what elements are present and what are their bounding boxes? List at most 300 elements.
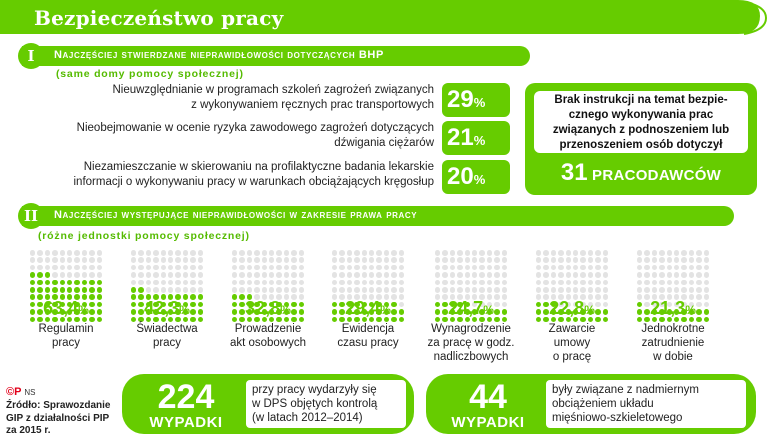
chart-dot <box>354 257 360 263</box>
chart-dot <box>175 272 181 278</box>
chart-dot <box>30 272 36 278</box>
chart-dot <box>299 265 305 271</box>
chart-dot <box>67 280 73 286</box>
chart-dot <box>269 257 275 263</box>
chart-dot <box>74 272 80 278</box>
chart-dot <box>168 287 174 293</box>
chart-dot <box>573 265 579 271</box>
chart-dot <box>175 265 181 271</box>
chart-dot <box>37 250 43 256</box>
chart-dot <box>659 287 665 293</box>
chart-dot <box>659 250 665 256</box>
accidents-number: 224 <box>157 378 215 416</box>
chart-dot <box>704 257 710 263</box>
category-label-line: Regulamin <box>38 323 94 335</box>
chart-dot <box>637 265 643 271</box>
chart-dot <box>652 287 658 293</box>
chart-dot <box>681 265 687 271</box>
chart-dot <box>536 280 542 286</box>
chart-dot <box>543 257 549 263</box>
category-label-line: akt osobowych <box>229 337 307 349</box>
chart-dot <box>588 250 594 256</box>
chart-dot <box>232 287 238 293</box>
chart-dot <box>472 265 478 271</box>
chart-dot <box>659 257 665 263</box>
chart-dot <box>479 257 485 263</box>
chart-dot <box>543 280 549 286</box>
chart-dot <box>457 257 463 263</box>
chart-dot <box>138 287 144 293</box>
chart-dot <box>551 257 557 263</box>
chart-dot <box>652 257 658 263</box>
chart-dot <box>247 272 253 278</box>
chart-dot <box>183 287 189 293</box>
chart-dot <box>138 257 144 263</box>
chart-dot <box>573 272 579 278</box>
category-label-line: umowy <box>553 337 591 349</box>
section-2-badge: II <box>18 203 44 229</box>
chart-dot <box>247 280 253 286</box>
chart-dot <box>354 280 360 286</box>
chart-dot <box>146 272 152 278</box>
chart-dot <box>603 250 609 256</box>
percent-sign: % <box>473 172 486 187</box>
chart-dot <box>146 257 152 263</box>
chart-dot <box>704 265 710 271</box>
chart-dot <box>652 272 658 278</box>
chart-dot <box>52 250 58 256</box>
chart-dot <box>369 287 375 293</box>
chart-dot <box>332 287 338 293</box>
category-label <box>421 322 521 364</box>
chart-dot <box>153 287 159 293</box>
chart-dot <box>198 272 204 278</box>
chart-dot <box>376 280 382 286</box>
chart-dot <box>232 280 238 286</box>
chart-dot <box>603 272 609 278</box>
chart-dot <box>97 287 103 293</box>
source-line: za 2015 r. <box>6 425 51 436</box>
chart-dot <box>502 250 508 256</box>
chart-dot <box>269 272 275 278</box>
chart-dot <box>190 287 196 293</box>
accidents-line: mięśniowo-szkieletowego <box>552 412 683 424</box>
chart-dot <box>652 250 658 256</box>
category-label-line: Wynagrodzenie <box>431 323 511 335</box>
bhp-row-value-number: 29 <box>447 86 474 113</box>
chart-dot <box>52 257 58 263</box>
percent-sign: % <box>685 303 696 317</box>
chart-dot <box>479 272 485 278</box>
chart-dot <box>457 280 463 286</box>
chart-dot <box>580 257 586 263</box>
chart-dot <box>442 287 448 293</box>
chart-dot <box>339 257 345 263</box>
chart-dot <box>573 257 579 263</box>
chart-dot <box>347 257 353 263</box>
data-label-number: 63,4 <box>43 298 79 318</box>
chart-dot <box>30 280 36 286</box>
chart-dot <box>435 287 441 293</box>
chart-dot <box>704 280 710 286</box>
accidents-224-pill <box>122 374 414 434</box>
callout-line: związanych z podnoszeniem lub <box>552 124 730 136</box>
data-label <box>220 298 316 319</box>
chart-dot <box>652 265 658 271</box>
chart-dot <box>30 287 36 293</box>
data-label-number: 21,3 <box>650 298 686 318</box>
chart-dot <box>704 272 710 278</box>
chart-dot <box>82 280 88 286</box>
chart-dot <box>644 257 650 263</box>
chart-dot <box>573 250 579 256</box>
chart-dot <box>161 257 167 263</box>
chart-dot <box>254 272 260 278</box>
chart-dot <box>52 287 58 293</box>
chart-dot <box>239 272 245 278</box>
chart-dot <box>82 272 88 278</box>
chart-dot <box>276 280 282 286</box>
chart-dot <box>190 272 196 278</box>
chart-dot <box>704 287 710 293</box>
bhp-row-label <box>4 160 434 190</box>
chart-dot <box>580 265 586 271</box>
chart-dot <box>644 280 650 286</box>
chart-dot <box>232 257 238 263</box>
chart-dot <box>52 272 58 278</box>
chart-dot <box>536 257 542 263</box>
chart-dot <box>362 280 368 286</box>
chart-dot <box>291 287 297 293</box>
chart-dot <box>667 250 673 256</box>
chart-dot <box>153 250 159 256</box>
chart-dot <box>369 250 375 256</box>
chart-dot <box>674 265 680 271</box>
chart-dot <box>332 250 338 256</box>
chart-dot <box>637 287 643 293</box>
chart-dot <box>332 265 338 271</box>
chart-dot <box>399 257 405 263</box>
bhp-row <box>20 83 510 117</box>
chart-dot <box>37 272 43 278</box>
chart-dot <box>198 287 204 293</box>
category-label-line: o pracę <box>552 351 592 363</box>
data-label-number: 42,3 <box>144 298 180 318</box>
percent-sign: % <box>584 303 595 317</box>
chart-dot <box>681 287 687 293</box>
chart-dot <box>689 280 695 286</box>
chart-dot <box>674 287 680 293</box>
chart-dot <box>183 250 189 256</box>
accidents-line: (w latach 2012–2014) <box>252 412 363 424</box>
chart-dot <box>30 265 36 271</box>
chart-dot <box>247 257 253 263</box>
chart-dot <box>89 265 95 271</box>
chart-dot <box>369 272 375 278</box>
category-label-line: pracy <box>152 337 182 349</box>
chart-dot <box>442 250 448 256</box>
chart-dot <box>276 265 282 271</box>
chart-dot <box>138 280 144 286</box>
chart-dot <box>138 250 144 256</box>
chart-dot <box>269 265 275 271</box>
chart-dot <box>175 287 181 293</box>
bhp-row-label-line1: Niezamieszczanie w skierowaniu na profilaktyczne badania lekarskie <box>83 161 434 173</box>
chart-dot <box>37 265 43 271</box>
chart-dot <box>479 265 485 271</box>
chart-dot <box>637 257 643 263</box>
chart-dot <box>442 272 448 278</box>
chart-dot <box>696 265 702 271</box>
chart-dot <box>232 265 238 271</box>
chart-dot <box>644 265 650 271</box>
chart-dot <box>450 287 456 293</box>
chart-dot <box>82 257 88 263</box>
chart-dot <box>60 265 66 271</box>
chart-dot <box>696 287 702 293</box>
chart-dot <box>74 257 80 263</box>
chart-dot <box>67 287 73 293</box>
chart-dot <box>262 265 268 271</box>
accidents-44-pill <box>426 374 756 434</box>
header-bar <box>0 0 768 36</box>
chart-dot <box>588 257 594 263</box>
accidents-description <box>546 380 746 428</box>
chart-dot <box>595 257 601 263</box>
chart-dot <box>391 287 397 293</box>
chart-dot <box>502 287 508 293</box>
category-label <box>623 322 723 364</box>
chart-dot <box>354 287 360 293</box>
chart-dot <box>450 280 456 286</box>
chart-dot <box>97 250 103 256</box>
chart-dot <box>543 265 549 271</box>
chart-dot <box>60 250 66 256</box>
chart-dot <box>339 272 345 278</box>
chart-dot <box>284 280 290 286</box>
data-label-number: 29,4 <box>345 298 381 318</box>
chart-dot <box>399 280 405 286</box>
chart-dot <box>566 280 572 286</box>
chart-dot <box>457 250 463 256</box>
page-title: Bezpieczeństwo pracy <box>34 6 284 30</box>
chart-dot <box>465 250 471 256</box>
chart-dot <box>183 272 189 278</box>
chart-dot <box>183 257 189 263</box>
chart-dot <box>74 250 80 256</box>
chart-dot <box>299 280 305 286</box>
chart-dot <box>543 250 549 256</box>
chart-dot <box>354 265 360 271</box>
chart-dot <box>190 280 196 286</box>
chart-dot <box>580 287 586 293</box>
chart-dot <box>450 250 456 256</box>
callout-line: Brak instrukcji na temat bezpie- <box>554 94 728 106</box>
chart-dot <box>674 257 680 263</box>
chart-dot <box>97 280 103 286</box>
accidents-line: przy pracy wydarzyły się <box>252 384 377 396</box>
chart-dot <box>82 250 88 256</box>
data-label-number: 32,8 <box>245 298 281 318</box>
chart-dot <box>52 265 58 271</box>
chart-dot <box>603 280 609 286</box>
chart-dot <box>487 257 493 263</box>
chart-dot <box>644 250 650 256</box>
category-label-line: nadliczbowych <box>433 351 509 363</box>
accidents-unit: WYPADKI <box>149 414 223 431</box>
chart-dot <box>45 287 51 293</box>
chart-dot <box>652 280 658 286</box>
chart-dot <box>332 257 338 263</box>
chart-dot <box>131 272 137 278</box>
chart-dot <box>465 287 471 293</box>
data-label <box>524 298 620 319</box>
category-label <box>16 322 116 350</box>
chart-dot <box>354 272 360 278</box>
bhp-row-value-number: 20 <box>447 163 474 190</box>
chart-dot <box>262 250 268 256</box>
category-label-line: pracy <box>51 337 81 349</box>
callout-text <box>534 91 748 153</box>
chart-dot <box>299 272 305 278</box>
chart-dot <box>82 287 88 293</box>
chart-dot <box>450 272 456 278</box>
bhp-row-label-line2: dźwigania ciężarów <box>334 137 434 149</box>
chart-dot <box>502 280 508 286</box>
chart-dot <box>284 250 290 256</box>
chart-dot <box>566 250 572 256</box>
chart-dot <box>558 287 564 293</box>
chart-dot <box>45 257 51 263</box>
chart-dot <box>580 280 586 286</box>
chart-dot <box>153 257 159 263</box>
bhp-row <box>20 160 510 194</box>
chart-dot <box>254 280 260 286</box>
chart-dot <box>239 280 245 286</box>
section-2-title: Najczęściej występujące nieprawidłowości w zakresie prawa pracy <box>54 209 418 221</box>
chart-dot <box>659 280 665 286</box>
chart-dot <box>146 287 152 293</box>
chart-dot <box>37 280 43 286</box>
chart-dot <box>339 265 345 271</box>
chart-dot <box>603 265 609 271</box>
bhp-row-label-line2: z wykonywaniem ręcznych prac transportowych <box>191 99 434 111</box>
chart-dot <box>299 287 305 293</box>
chart-dot <box>644 272 650 278</box>
chart-dot <box>291 265 297 271</box>
chart-dot <box>347 265 353 271</box>
chart-dot <box>479 287 485 293</box>
chart-dot <box>551 287 557 293</box>
chart-dot <box>399 272 405 278</box>
chart-dot <box>247 265 253 271</box>
chart-dot <box>435 272 441 278</box>
chart-dot <box>168 272 174 278</box>
chart-dot <box>689 272 695 278</box>
chart-dot <box>138 265 144 271</box>
chart-dot <box>637 280 643 286</box>
category-label-line: Jednokrotne <box>641 323 705 335</box>
chart-dot <box>659 272 665 278</box>
bhp-row-label-line1: Nieobejmowanie w ocenie ryzyka zawodowego zagrożeń dotyczących <box>76 122 434 134</box>
chart-dot <box>376 272 382 278</box>
chart-dot <box>667 272 673 278</box>
chart-dot <box>391 280 397 286</box>
chart-dot <box>332 280 338 286</box>
bhp-row-label <box>4 121 434 151</box>
chart-dot <box>502 265 508 271</box>
chart-dot <box>487 265 493 271</box>
chart-dot <box>588 265 594 271</box>
chart-dot <box>551 280 557 286</box>
accidents-line: obciążeniem układu <box>552 398 654 410</box>
chart-dot <box>637 250 643 256</box>
chart-dot <box>435 250 441 256</box>
callout-unit: PRACODAWCÓW <box>592 167 722 184</box>
chart-dot <box>487 287 493 293</box>
chart-dot <box>161 265 167 271</box>
chart-dot <box>450 265 456 271</box>
chart-dot <box>232 250 238 256</box>
chart-dot <box>60 272 66 278</box>
chart-dot <box>339 287 345 293</box>
chart-dot <box>269 280 275 286</box>
chart-dot <box>339 280 345 286</box>
chart-dot <box>472 287 478 293</box>
chart-dot <box>254 250 260 256</box>
chart-dot <box>347 250 353 256</box>
chart-dot <box>384 280 390 286</box>
chart-dot <box>487 272 493 278</box>
chart-dot <box>276 250 282 256</box>
chart-dot <box>536 250 542 256</box>
chart-dot <box>644 287 650 293</box>
chart-dot <box>347 272 353 278</box>
chart-dot <box>168 265 174 271</box>
chart-dot <box>551 272 557 278</box>
chart-dot <box>681 272 687 278</box>
data-label <box>320 298 416 319</box>
chart-dot <box>291 257 297 263</box>
chart-dot <box>566 265 572 271</box>
chart-dot <box>175 257 181 263</box>
chart-dot <box>262 257 268 263</box>
chart-dot <box>558 265 564 271</box>
chart-dot <box>558 257 564 263</box>
chart-dot <box>536 265 542 271</box>
chart-dot <box>247 287 253 293</box>
chart-dot <box>339 250 345 256</box>
chart-dot <box>674 272 680 278</box>
chart-dot <box>659 265 665 271</box>
chart-dot <box>37 257 43 263</box>
chart-dot <box>67 272 73 278</box>
chart-dot <box>457 287 463 293</box>
chart-dot <box>284 257 290 263</box>
chart-dot <box>696 280 702 286</box>
chart-dot <box>391 250 397 256</box>
bhp-row-label <box>4 83 434 113</box>
chart-dot <box>674 280 680 286</box>
chart-dot <box>465 257 471 263</box>
chart-dot <box>74 280 80 286</box>
chart-dot <box>442 280 448 286</box>
chart-dot <box>45 280 51 286</box>
chart-dot <box>153 265 159 271</box>
percent-sign: % <box>78 303 89 317</box>
accidents-description <box>246 380 406 428</box>
chart-dot <box>391 272 397 278</box>
